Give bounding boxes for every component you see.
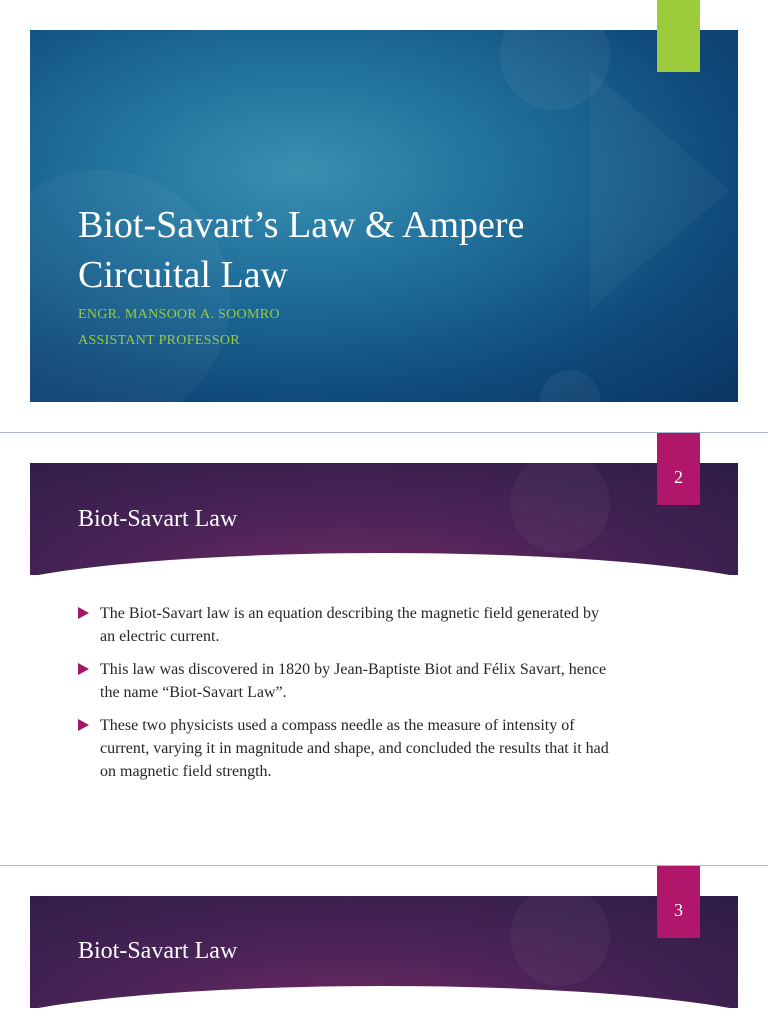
title-line-2: Circuital Law	[78, 254, 288, 296]
title-line-1: Biot-Savart’s Law & Ampere	[78, 204, 525, 246]
banner-curve	[30, 553, 738, 575]
slide-divider	[0, 865, 768, 866]
bullet-text: The Biot-Savart law is an equation describing the magnetic field generated by an electric current.	[100, 605, 599, 645]
slide-2-number-tab	[657, 433, 700, 505]
author-role: ASSISTANT PROFESSOR	[78, 333, 240, 348]
bullet-text: These two physicists used a compass needle as the measure of intensity of current, varying it in magnitude and shape, and concluded the results that it had on magnetic field strength.	[100, 717, 609, 780]
slide-1-accent-tab	[657, 0, 700, 72]
bullet-item	[78, 714, 618, 783]
slide-3-number-tab	[657, 866, 700, 938]
decorative-bubble	[510, 463, 610, 553]
slide-divider	[0, 432, 768, 433]
bullet-arrow-icon	[78, 607, 89, 619]
title-slide	[30, 30, 738, 402]
author-name: ENGR. MANSOOR A. SOOMRO	[78, 307, 280, 322]
banner-curve	[30, 986, 738, 1008]
bullet-text: This law was discovered in 1820 by Jean-Baptiste Biot and Félix Savart, hence the name “Biot-Savart Law”.	[100, 661, 607, 701]
bullet-item	[78, 602, 618, 648]
slide-2-banner	[30, 463, 738, 575]
slide-3-banner	[30, 896, 738, 1008]
slide-2-bullet-list	[78, 602, 618, 793]
decorative-bubble	[540, 370, 600, 402]
bullet-item	[78, 658, 618, 704]
slide-number: 3	[674, 900, 683, 920]
bullet-arrow-icon	[78, 719, 89, 731]
slide-number: 2	[674, 467, 683, 487]
title-slide-heading	[78, 200, 698, 300]
decorative-bubble	[510, 896, 610, 986]
slide-2-title: Biot-Savart Law	[78, 506, 238, 532]
slide-3-title: Biot-Savart Law	[78, 938, 238, 964]
bullet-arrow-icon	[78, 663, 89, 675]
